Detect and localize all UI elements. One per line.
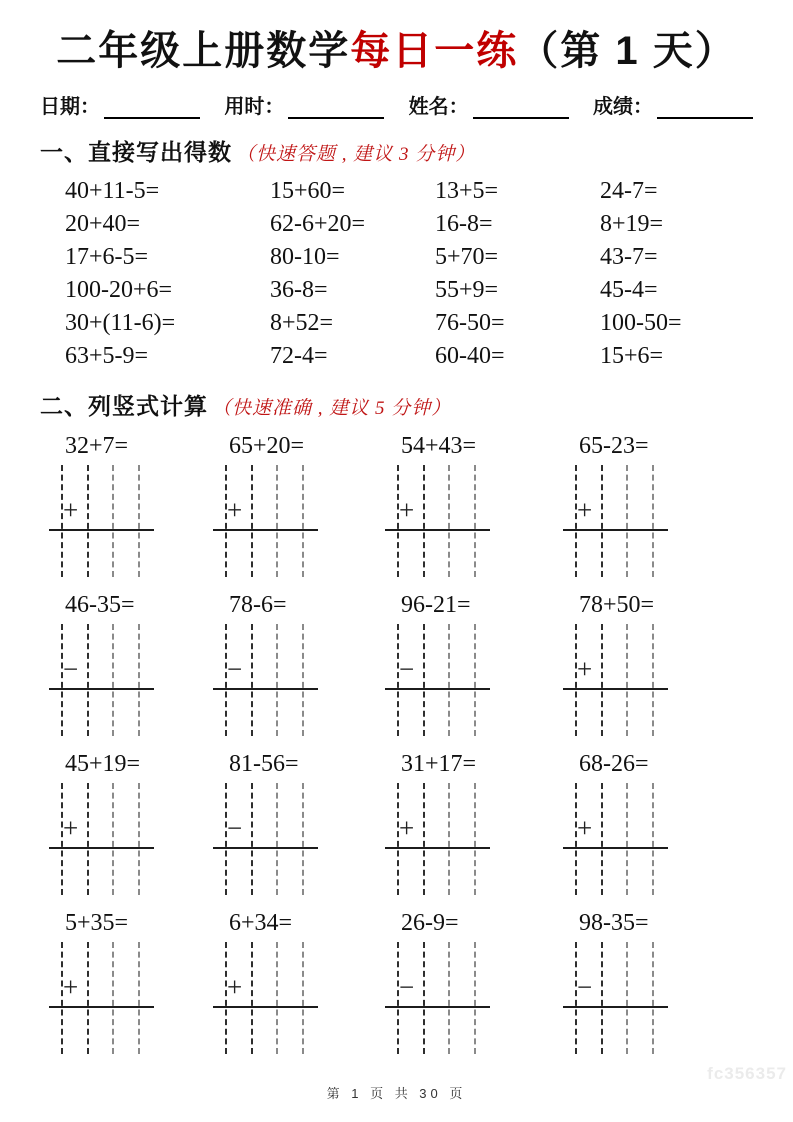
title-suffix: （第 1 天） bbox=[518, 29, 737, 73]
column-guide-line bbox=[448, 942, 450, 1054]
quick-problem: 100-50= bbox=[600, 310, 682, 336]
vertical-calc-template bbox=[385, 783, 490, 895]
problem-text: 6+34= bbox=[229, 910, 293, 936]
column-guide-line bbox=[276, 465, 278, 577]
quick-problem: 60-40= bbox=[435, 343, 505, 369]
column-guide-line bbox=[138, 942, 140, 1054]
time-used-blank-line bbox=[288, 95, 384, 119]
vertical-calc-template bbox=[563, 624, 668, 736]
operator-sign: + bbox=[577, 813, 593, 843]
column-guide-line bbox=[474, 783, 476, 895]
answer-line bbox=[385, 847, 490, 849]
column-guide-line bbox=[626, 942, 628, 1054]
vertical-calc-cell bbox=[213, 590, 385, 736]
page-number: 第 1 页 共 30 页 bbox=[326, 1086, 467, 1101]
column-guide-line bbox=[423, 624, 425, 736]
column-guide-line bbox=[448, 465, 450, 577]
section-two-note: （快速准确 , 建议 5 分钟） bbox=[212, 398, 452, 419]
vertical-calc-cell bbox=[49, 749, 213, 895]
problem-text: 31+17= bbox=[401, 751, 477, 777]
vertical-calc-cell bbox=[213, 908, 385, 1054]
quick-problem: 30+(11-6)= bbox=[65, 310, 176, 336]
page-title bbox=[40, 24, 753, 78]
answer-line bbox=[385, 529, 490, 531]
vertical-calc-template bbox=[385, 465, 490, 577]
vertical-calc-cell bbox=[49, 590, 213, 736]
quick-problem: 24-7= bbox=[600, 178, 658, 204]
vertical-calc-grid bbox=[49, 431, 753, 1067]
vertical-calc-cell bbox=[213, 431, 385, 577]
column-guide-line bbox=[423, 465, 425, 577]
column-guide-line bbox=[423, 783, 425, 895]
operator-sign: + bbox=[63, 495, 79, 525]
date-field bbox=[40, 90, 200, 119]
operator-sign: − bbox=[577, 972, 593, 1002]
watermark: fc356357 bbox=[707, 1064, 787, 1083]
operator-sign: + bbox=[577, 495, 593, 525]
operator-sign: + bbox=[227, 495, 243, 525]
answer-line bbox=[563, 529, 668, 531]
operator-sign: − bbox=[399, 972, 415, 1002]
vertical-calc-template bbox=[385, 624, 490, 736]
score-blank-line bbox=[657, 95, 753, 119]
date-blank-line bbox=[104, 95, 200, 119]
quick-problem: 45-4= bbox=[600, 277, 658, 303]
answer-line bbox=[385, 688, 490, 690]
vertical-calc-cell bbox=[385, 590, 563, 736]
vertical-calc-template bbox=[49, 465, 154, 577]
quick-problem: 8+19= bbox=[600, 211, 664, 237]
column-guide-line bbox=[302, 465, 304, 577]
vertical-calc-template bbox=[213, 465, 318, 577]
name-blank-line bbox=[473, 95, 569, 119]
problem-text: 26-9= bbox=[401, 910, 459, 936]
problem-text: 81-56= bbox=[229, 751, 299, 777]
problem-text: 5+35= bbox=[65, 910, 129, 936]
column-guide-line bbox=[87, 624, 89, 736]
column-guide-line bbox=[601, 783, 603, 895]
answer-line bbox=[213, 688, 318, 690]
operator-sign: − bbox=[63, 654, 79, 684]
column-guide-line bbox=[626, 624, 628, 736]
quick-problem: 36-8= bbox=[270, 277, 328, 303]
operator-sign: + bbox=[399, 495, 415, 525]
quick-problem: 40+11-5= bbox=[65, 178, 160, 204]
problem-text: 78-6= bbox=[229, 592, 287, 618]
vertical-calc-cell bbox=[385, 908, 563, 1054]
operator-sign: + bbox=[63, 972, 79, 1002]
vertical-calc-template bbox=[213, 783, 318, 895]
column-guide-line bbox=[448, 783, 450, 895]
quick-problem: 43-7= bbox=[600, 244, 658, 270]
problem-text: 68-26= bbox=[579, 751, 649, 777]
column-guide-line bbox=[87, 465, 89, 577]
quick-problem: 15+60= bbox=[270, 178, 346, 204]
quick-problem: 16-8= bbox=[435, 211, 493, 237]
column-guide-line bbox=[423, 942, 425, 1054]
section-one-title: 一、直接写出得数 bbox=[40, 139, 232, 165]
vertical-calc-template bbox=[563, 942, 668, 1054]
vertical-calc-template bbox=[563, 465, 668, 577]
problem-text: 32+7= bbox=[65, 433, 129, 459]
problem-text: 78+50= bbox=[579, 592, 655, 618]
column-guide-line bbox=[474, 942, 476, 1054]
problem-text: 65+20= bbox=[229, 433, 305, 459]
operator-sign: − bbox=[399, 654, 415, 684]
problem-text: 46-35= bbox=[65, 592, 135, 618]
column-guide-line bbox=[276, 624, 278, 736]
column-guide-line bbox=[601, 624, 603, 736]
column-guide-line bbox=[276, 783, 278, 895]
section-two-heading bbox=[40, 388, 753, 421]
column-guide-line bbox=[652, 783, 654, 895]
section-one-note: （快速答题 , 建议 3 分钟） bbox=[236, 144, 476, 165]
column-guide-line bbox=[652, 624, 654, 736]
column-guide-line bbox=[87, 942, 89, 1054]
quick-problem: 76-50= bbox=[435, 310, 505, 336]
name-field bbox=[409, 90, 569, 119]
operator-sign: + bbox=[63, 813, 79, 843]
problem-text: 45+19= bbox=[65, 751, 141, 777]
answer-line bbox=[49, 529, 154, 531]
column-guide-line bbox=[251, 465, 253, 577]
vertical-calc-template bbox=[385, 942, 490, 1054]
column-guide-line bbox=[302, 624, 304, 736]
vertical-calc-template bbox=[49, 942, 154, 1054]
answer-line bbox=[213, 529, 318, 531]
column-guide-line bbox=[474, 465, 476, 577]
operator-sign: + bbox=[227, 972, 243, 1002]
section-one-heading bbox=[40, 134, 753, 167]
quick-problem: 72-4= bbox=[270, 343, 328, 369]
name-label: 姓名： bbox=[408, 96, 469, 118]
vertical-calc-cell bbox=[385, 431, 563, 577]
column-guide-line bbox=[276, 942, 278, 1054]
vertical-calc-cell bbox=[49, 431, 213, 577]
section-two-title: 二、列竖式计算 bbox=[40, 393, 208, 419]
operator-sign: − bbox=[227, 813, 243, 843]
header-fields-row bbox=[40, 90, 753, 119]
answer-line bbox=[49, 688, 154, 690]
quick-problem: 55+9= bbox=[435, 277, 499, 303]
operator-sign: + bbox=[399, 813, 415, 843]
quick-problem: 62-6+20= bbox=[270, 211, 366, 237]
date-label: 日期： bbox=[40, 96, 100, 118]
title-highlight: 每日一练 bbox=[350, 29, 519, 73]
column-guide-line bbox=[112, 624, 114, 736]
column-guide-line bbox=[138, 465, 140, 577]
vertical-calc-template bbox=[49, 783, 154, 895]
problem-text: 65-23= bbox=[579, 433, 649, 459]
column-guide-line bbox=[626, 783, 628, 895]
column-guide-line bbox=[138, 783, 140, 895]
quick-problem: 13+5= bbox=[435, 178, 499, 204]
vertical-calc-template bbox=[563, 783, 668, 895]
column-guide-line bbox=[112, 783, 114, 895]
column-guide-line bbox=[87, 783, 89, 895]
vertical-calc-cell bbox=[563, 749, 753, 895]
time-used-label: 用时： bbox=[224, 96, 285, 118]
column-guide-line bbox=[601, 465, 603, 577]
vertical-calc-cell bbox=[49, 908, 213, 1054]
quick-problem: 63+5-9= bbox=[65, 343, 149, 369]
answer-line bbox=[213, 1006, 318, 1008]
score-label: 成绩： bbox=[592, 96, 653, 118]
column-guide-line bbox=[251, 783, 253, 895]
column-guide-line bbox=[626, 465, 628, 577]
column-guide-line bbox=[302, 783, 304, 895]
score-field bbox=[593, 90, 753, 119]
column-guide-line bbox=[251, 624, 253, 736]
quick-problem: 15+6= bbox=[600, 343, 664, 369]
operator-sign: − bbox=[227, 654, 243, 684]
vertical-calc-cell bbox=[213, 749, 385, 895]
answer-line bbox=[213, 847, 318, 849]
vertical-calc-cell bbox=[563, 908, 753, 1054]
quick-problem: 17+6-5= bbox=[65, 244, 149, 270]
problem-text: 54+43= bbox=[401, 433, 477, 459]
answer-line bbox=[563, 1006, 668, 1008]
problem-text: 98-35= bbox=[579, 910, 649, 936]
quick-answer-grid bbox=[65, 175, 753, 373]
vertical-calc-cell bbox=[563, 590, 753, 736]
answer-line bbox=[385, 1006, 490, 1008]
column-guide-line bbox=[138, 624, 140, 736]
vertical-calc-template bbox=[213, 942, 318, 1054]
answer-line bbox=[563, 847, 668, 849]
column-guide-line bbox=[652, 465, 654, 577]
column-guide-line bbox=[652, 942, 654, 1054]
column-guide-line bbox=[302, 942, 304, 1054]
answer-line bbox=[563, 688, 668, 690]
vertical-calc-template bbox=[213, 624, 318, 736]
operator-sign: + bbox=[577, 654, 593, 684]
answer-line bbox=[49, 1006, 154, 1008]
column-guide-line bbox=[448, 624, 450, 736]
vertical-calc-cell bbox=[563, 431, 753, 577]
quick-problem: 5+70= bbox=[435, 244, 499, 270]
time-used-field bbox=[224, 90, 384, 119]
problem-text: 96-21= bbox=[401, 592, 471, 618]
quick-problem: 20+40= bbox=[65, 211, 141, 237]
answer-line bbox=[49, 847, 154, 849]
vertical-calc-template bbox=[49, 624, 154, 736]
quick-problem: 100-20+6= bbox=[65, 277, 173, 303]
title-prefix: 二年级上册数学 bbox=[56, 29, 351, 73]
quick-problem: 80-10= bbox=[270, 244, 340, 270]
column-guide-line bbox=[474, 624, 476, 736]
column-guide-line bbox=[112, 465, 114, 577]
column-guide-line bbox=[251, 942, 253, 1054]
vertical-calc-cell bbox=[385, 749, 563, 895]
quick-problem: 8+52= bbox=[270, 310, 334, 336]
column-guide-line bbox=[112, 942, 114, 1054]
column-guide-line bbox=[601, 942, 603, 1054]
